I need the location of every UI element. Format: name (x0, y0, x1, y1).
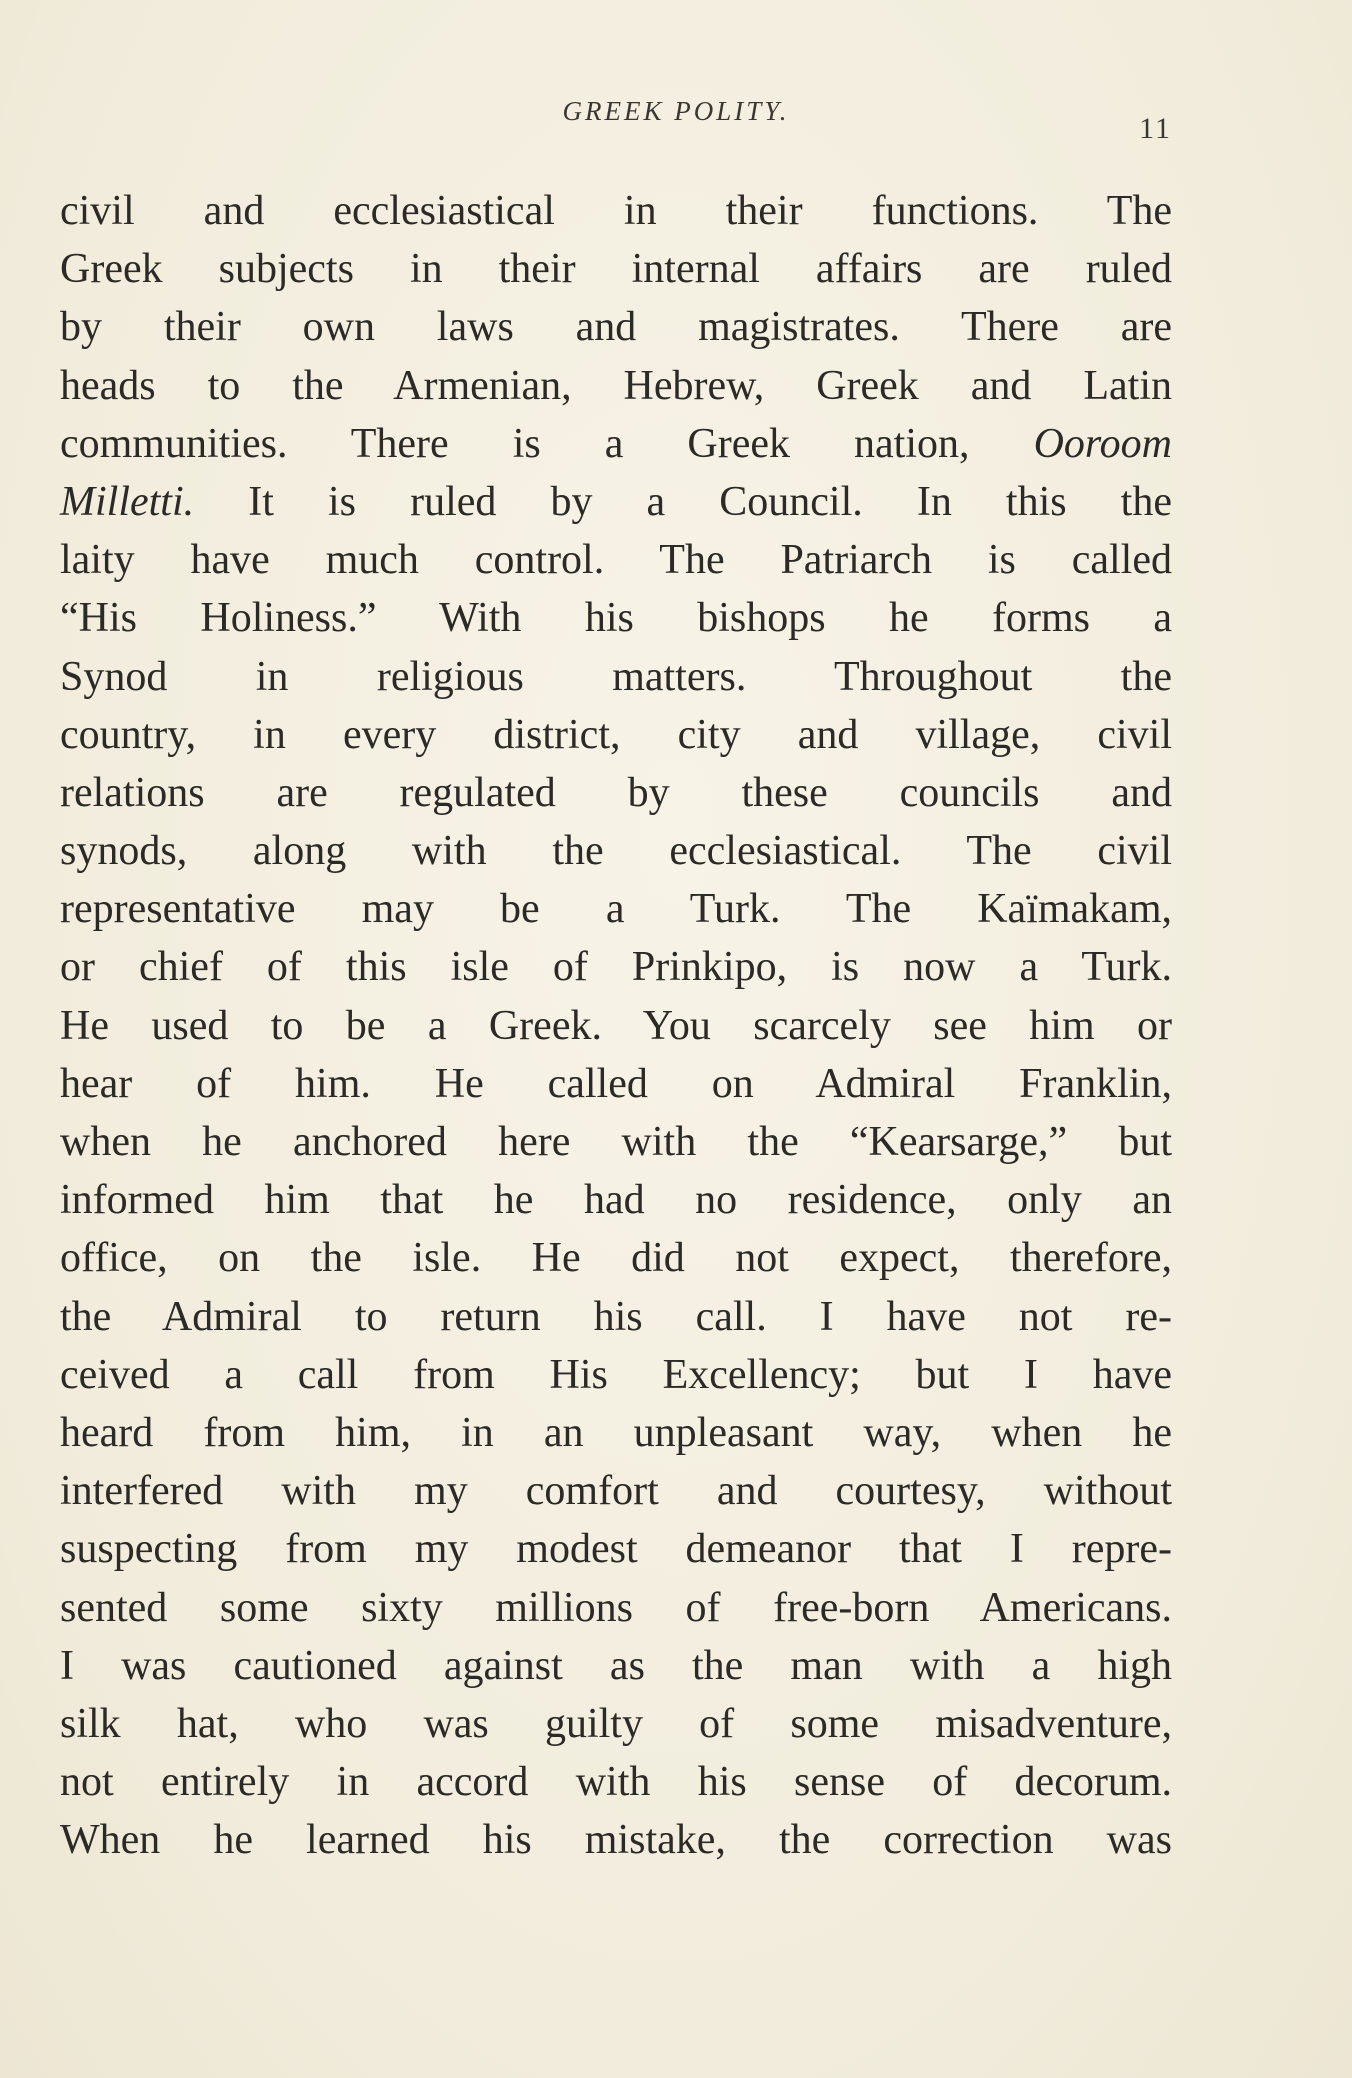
text-line: communities. There is a Greek nation, Ooroom (60, 420, 1173, 467)
text-line: Milletti. It is ruled by a Council. In this the (60, 478, 1172, 525)
text-line: synods, along with the ecclesiastical. The civil (60, 828, 1172, 875)
running-head-title: GREEK POLITY. (562, 96, 790, 126)
text-line: ceived a call from His Excellency; but I have (60, 1351, 1172, 1398)
text-line: Synod in religious matters. Throughout the (60, 653, 1172, 700)
text-line: interfered with my comfort and courtesy, without (60, 1468, 1172, 1515)
text-line: suspecting from my modest demeanor that I repre- (60, 1526, 1172, 1573)
page-number: 11 (1139, 112, 1172, 145)
text-line: When he learned his mistake, the correction was (60, 1817, 1172, 1864)
text-line: heads to the Armenian, Hebrew, Greek and Latin (60, 362, 1172, 409)
text-line: informed him that he had no residence, only an (60, 1177, 1172, 1224)
text-line: Greek subjects in their internal affairs are ruled (60, 246, 1172, 293)
text-line: “His Holiness.” With his bishops he forms a (60, 595, 1172, 642)
text-line: by their own laws and magistrates. There are (60, 304, 1172, 351)
text-line: I was cautioned against as the man with a high (60, 1642, 1172, 1689)
text-line: silk hat, who was guilty of some misadventure, (60, 1700, 1172, 1747)
text-line: He used to be a Greek. You scarcely see him or (60, 1002, 1172, 1049)
text-line: not entirely in accord with his sense of decorum. (60, 1759, 1172, 1806)
text-line: office, on the isle. He did not expect, therefore, (60, 1235, 1172, 1282)
text-line: when he anchored here with the “Kearsarge,” but (60, 1119, 1172, 1165)
text-line: or chief of this isle of Prinkipo, is now a Turk. (60, 944, 1172, 991)
body-text (60, 182, 1172, 1869)
text-line: sented some sixty millions of free-born Americans. (60, 1584, 1172, 1631)
text-line: heard from him, in an unpleasant way, when he (60, 1409, 1172, 1456)
text-line: civil and ecclesiastical in their functions. The (60, 188, 1172, 234)
text-line: country, in every district, city and village, civil (60, 711, 1172, 758)
text-line: laity have much control. The Patriarch is called (60, 537, 1172, 584)
text-line: the Admiral to return his call. I have not re- (60, 1293, 1172, 1340)
italic-term: Ooroom (1033, 420, 1173, 467)
text-line: hear of him. He called on Admiral Franklin, (60, 1060, 1172, 1107)
italic-term: Milletti. (60, 478, 195, 525)
text-line: representative may be a Turk. The Kaïmakam, (60, 886, 1172, 933)
text-line: relations are regulated by these councils and (60, 769, 1172, 816)
